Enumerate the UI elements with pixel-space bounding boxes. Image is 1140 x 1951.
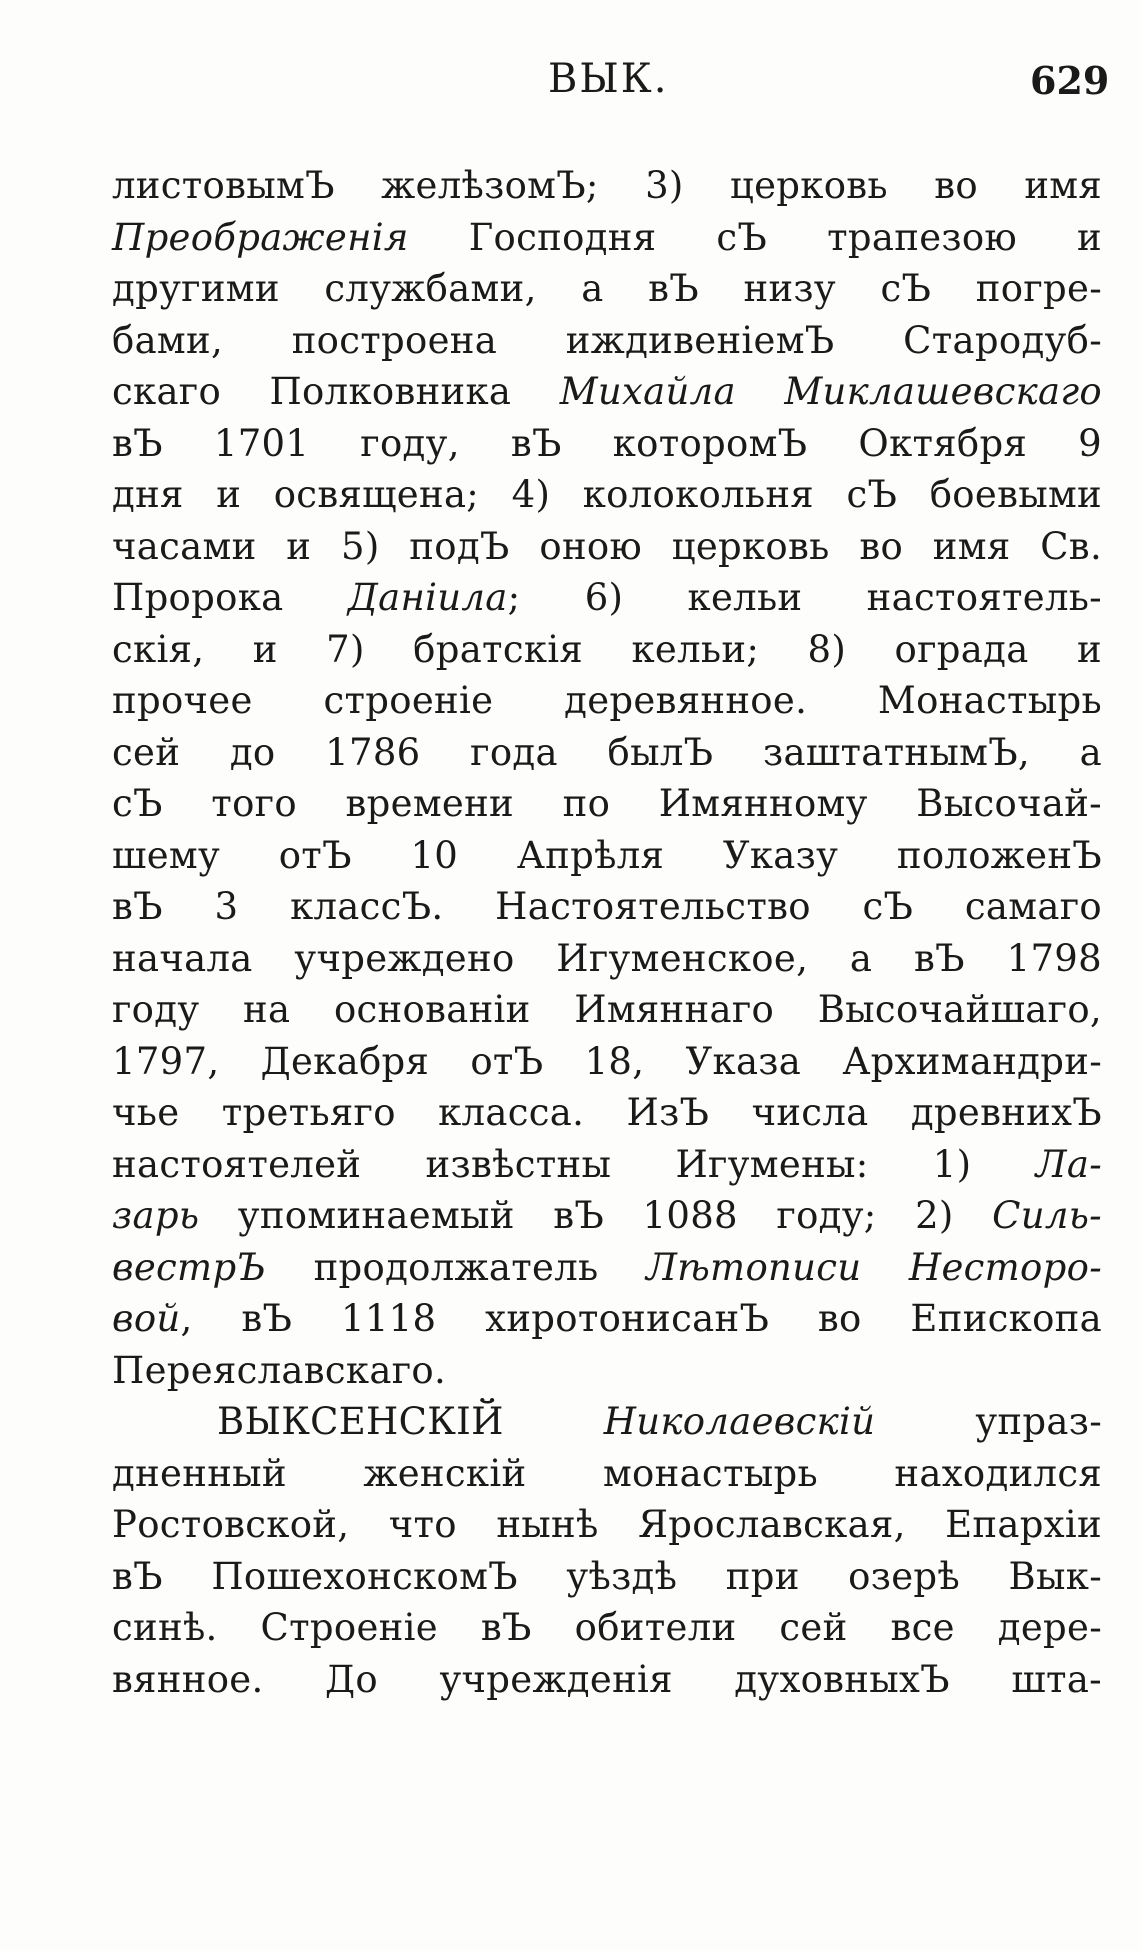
text-segment: , вЪ 1118 хиротонисанЪ во Епископа [180, 1297, 1102, 1340]
text-line [112, 727, 1102, 779]
text-line [112, 1139, 1102, 1191]
text-line [112, 212, 1102, 264]
text-segment: вянное. До учрежденія духовныхЪ шта- [112, 1657, 1102, 1701]
text-line [112, 1448, 1102, 1500]
italic-text: Преображенія [112, 215, 409, 259]
text-line [112, 933, 1102, 985]
text-segment: ; 6) кельи настоятель- [507, 576, 1102, 619]
italic-text: Лѣтописи Несторо- [645, 1245, 1102, 1289]
text-segment: прочее строеніе деревянное. Монастырь [112, 679, 1102, 722]
text-line [112, 1602, 1102, 1654]
text-segment: сЪ того времени по Имянному Высочай- [112, 782, 1102, 825]
text-segment: ВЫКСЕНСКІЙ [217, 1400, 604, 1443]
text-line [112, 263, 1102, 315]
text-segment: дня и освящена; 4) колокольня сЪ боевыми [112, 473, 1102, 516]
text-line [112, 1242, 1102, 1294]
text-segment: другими службами, а вЪ низу сЪ погре- [112, 267, 1102, 310]
italic-text: Михайла Миклашевскаго [559, 370, 1102, 413]
text-segment: вЪ 1701 году, вЪ которомЪ Октября 9 [112, 421, 1102, 465]
text-segment: Переяславскаго. [112, 1348, 447, 1392]
text-line [112, 1293, 1102, 1345]
text-line [112, 984, 1102, 1036]
text-line [112, 1654, 1102, 1706]
italic-text: Силь- [992, 1194, 1102, 1237]
text-segment: Пророка [112, 576, 348, 619]
text-line [112, 1396, 1102, 1448]
text-line [112, 1499, 1102, 1551]
italic-text: Ла- [1035, 1142, 1102, 1186]
text-segment: Ростовской, что нынѣ Ярославская, Епархіи [112, 1503, 1102, 1546]
text-segment: 1797, Декабря отЪ 18, Указа Архимандри- [112, 1039, 1102, 1083]
text-segment: упоминаемый вЪ 1088 году; 2) [199, 1194, 993, 1237]
text-line [112, 469, 1102, 521]
text-segment: синѣ. Строеніе вЪ обители сей все дере- [112, 1606, 1102, 1649]
text-line [112, 1087, 1102, 1139]
text-segment: году на основаніи Имяннаго Высочайшаго, [112, 988, 1102, 1031]
text-segment: сей до 1786 года былЪ заштатнымЪ, а [112, 730, 1102, 774]
text-segment: скаго Полковника [112, 370, 560, 413]
italic-text: зарь [112, 1194, 200, 1237]
text-segment: настоятелей извѣстны Игумены: 1) [112, 1142, 1036, 1186]
text-line [112, 315, 1102, 367]
running-head [0, 52, 1140, 112]
italic-text: вестрЪ [112, 1245, 267, 1289]
text-segment: бами, построена иждивеніемЪ Стародуб- [112, 318, 1102, 362]
text-line [112, 572, 1102, 624]
running-title: ВЫК. [548, 56, 669, 102]
text-line [112, 830, 1102, 882]
text-line [112, 1036, 1102, 1088]
text-line [112, 521, 1102, 573]
text-line [112, 418, 1102, 470]
text-line [112, 624, 1102, 676]
text-line [112, 881, 1102, 933]
italic-text: Даніила [347, 576, 508, 619]
text-line [112, 778, 1102, 830]
text-line [112, 1345, 1102, 1397]
text-segment: часами и 5) подЪ оною церковь во имя Св. [112, 524, 1102, 568]
text-line [112, 366, 1102, 418]
text-line [112, 1551, 1102, 1603]
text-segment: начала учреждено Игуменское, а вЪ 1798 [112, 936, 1102, 980]
text-segment: дненный женскій монастырь находился [112, 1451, 1102, 1495]
body-text [112, 160, 1102, 1705]
text-line [112, 160, 1102, 212]
text-segment: упраз- [875, 1400, 1102, 1443]
italic-text: вой [112, 1297, 181, 1340]
text-segment: вЪ 3 классЪ. Настоятельство сЪ самаго [112, 885, 1102, 928]
italic-text: Николаевскій [603, 1400, 876, 1443]
text-segment: вЪ ПошехонскомЪ уѣздѣ при озерѣ Вык- [112, 1554, 1102, 1598]
text-segment: листовымЪ желѣзомЪ; 3) церковь во имя [112, 164, 1102, 207]
text-segment: Господня сЪ трапезою и [408, 215, 1102, 259]
text-segment: шему отЪ 10 Апрѣля Указу положенЪ [112, 833, 1102, 877]
page-number: 629 [1030, 58, 1110, 103]
text-segment: чье третьяго класса. ИзЪ числа древнихЪ [112, 1091, 1102, 1134]
text-line [112, 1190, 1102, 1242]
text-segment: продолжатель [266, 1245, 646, 1289]
text-segment: скія, и 7) братскія кельи; 8) ограда и [112, 627, 1102, 671]
text-line [112, 675, 1102, 727]
